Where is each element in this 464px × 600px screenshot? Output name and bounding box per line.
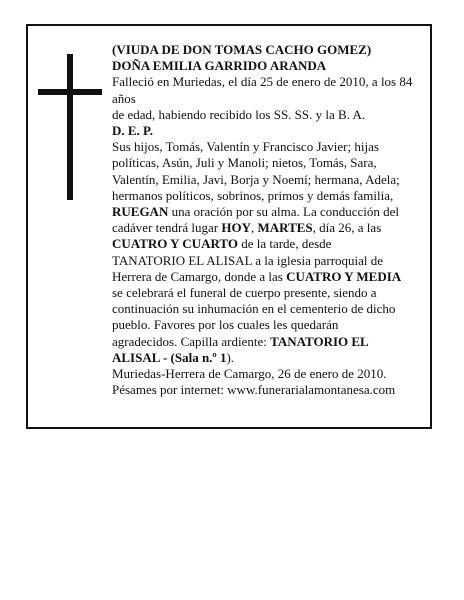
family-line: Valentín, Emilia, Javi, Borja y Noemí; hermana, Adela; (112, 171, 400, 187)
death-info: Falleció en Muriedas, el día 25 de enero de 2010, a los 84 años (112, 74, 413, 106)
obituary-notice (26, 24, 432, 429)
condolences-line: Pésames por internet: www.funerarialamontanesa.com (112, 382, 396, 398)
chapel-line: agradecidos. Capilla ardiente: TANATORIO EL (112, 333, 369, 349)
thanks-line: pueblo. Favores por los cuales les quedarán (112, 317, 339, 333)
sacraments-info: de edad, habiendo recibido los SS. SS. y la B. A. (112, 106, 366, 122)
dep-abbreviation: D. E. P. (112, 123, 154, 139)
burial-line: continuación su inhumación en el cementerio de dicho (112, 301, 396, 317)
family-line: Sus hijos, Tomás, Valentín y Francisco Javier; hijas (112, 139, 379, 155)
request-line: RUEGAN una oración por su alma. La conducción del (112, 204, 400, 220)
place-date-line: Muriedas-Herrera de Camargo, 26 de enero de 2010. (112, 366, 387, 382)
widow-line: (VIUDA DE DON TOMAS CACHO GOMEZ) (112, 42, 372, 57)
cross-horizontal-bar (38, 89, 102, 95)
cross-icon (38, 54, 102, 200)
obituary-text (112, 42, 430, 398)
funeral-time-line: cadáver tendrá lugar HOY, MARTES, día 26, a las (112, 220, 382, 236)
procession-line: TANATORIO EL ALISAL a la iglesia parroquial de (112, 252, 384, 268)
deceased-name: DOÑA EMILIA GARRIDO ARANDA (112, 58, 327, 74)
funeral-hour-line: CUATRO Y CUARTO de la tarde, desde (112, 236, 332, 252)
chapel-room-line: ALISAL - (Sala n.º 1). (112, 349, 235, 365)
funeral-detail-line: se celebrará el funeral de cuerpo presente, siendo a (112, 285, 377, 301)
mass-time-line: Herrera de Camargo, donde a las CUATRO Y MEDIA (112, 268, 402, 284)
cross-vertical-bar (67, 54, 73, 200)
family-line: hermanos políticos, sobrinos, primos y demás familia, (112, 187, 394, 203)
family-line: políticas, Asún, Juli y Manoli; nietos, Tomás, Sara, (112, 155, 377, 171)
